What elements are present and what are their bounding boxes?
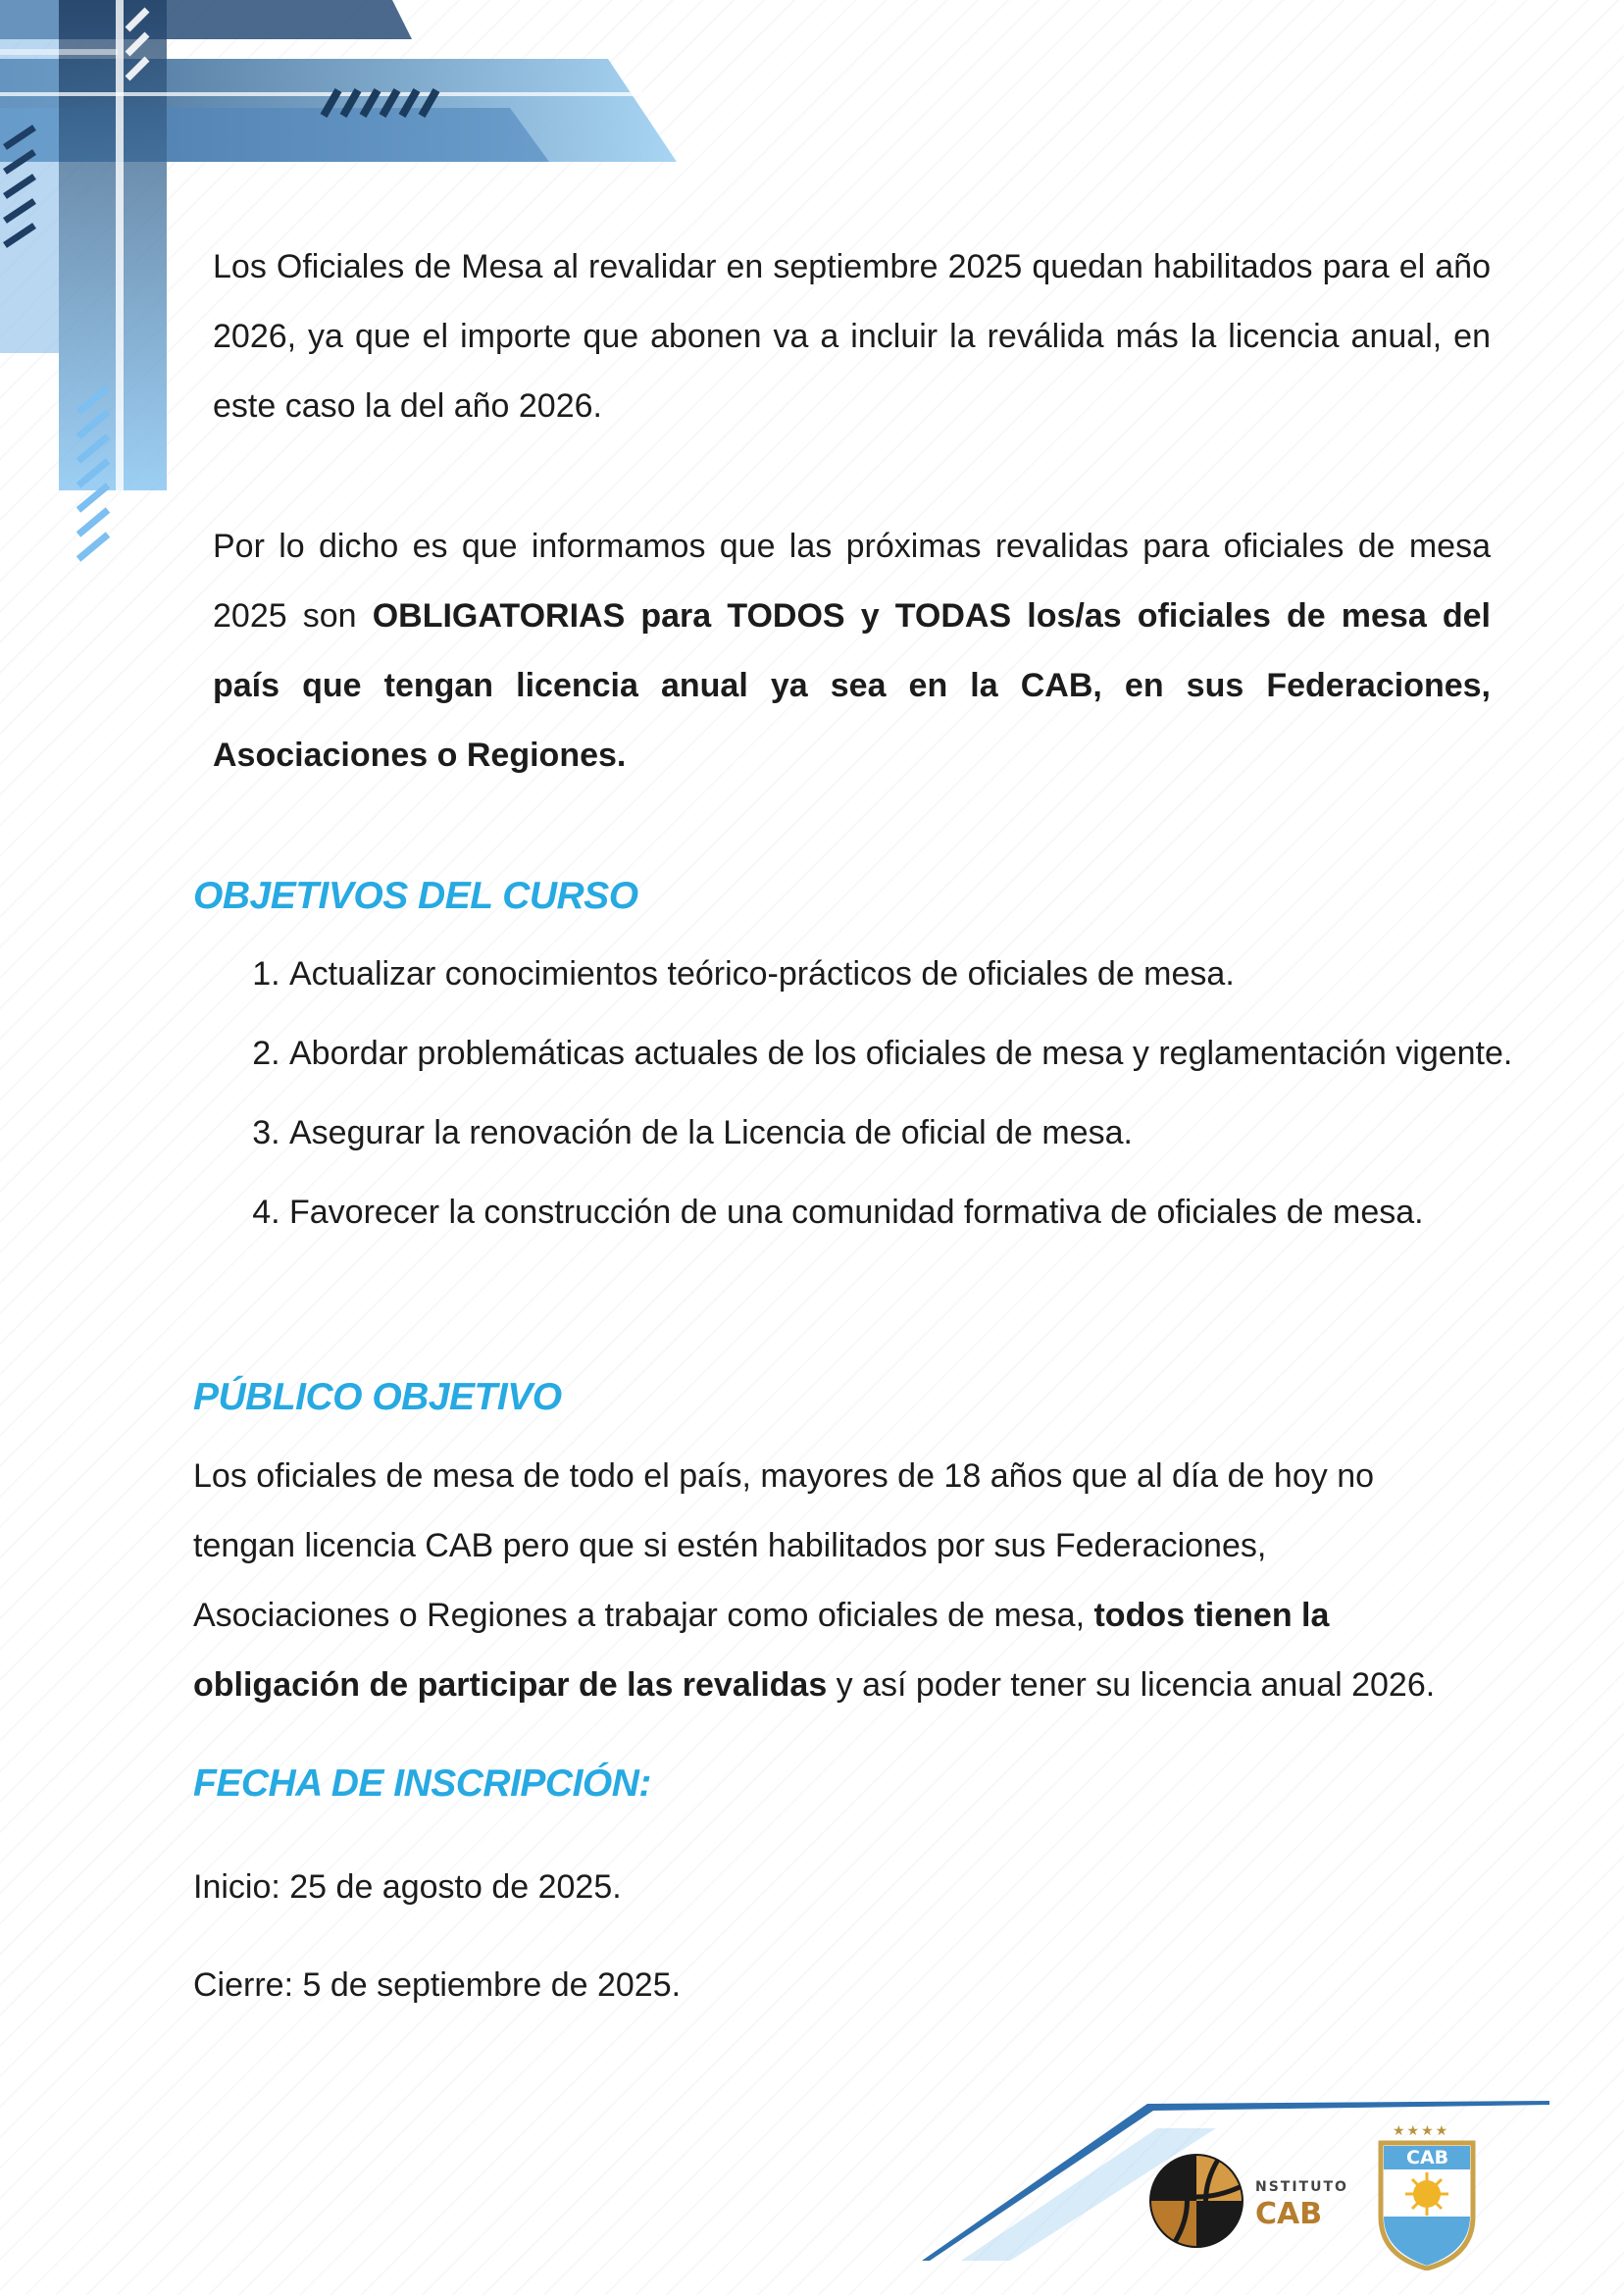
objective-item: 1. Actualizar conocimientos teórico-prácticos de oficiales de mesa.	[289, 951, 1603, 996]
instituto-cab-logo	[1145, 2146, 1348, 2256]
cab-shield-text: CAB	[1406, 2147, 1449, 2168]
objectives-heading: OBJETIVOS DEL CURSO	[193, 875, 638, 917]
audience-paragraph	[193, 1442, 1468, 1720]
objective-item: 4. Favorecer la construcción de una comunidad formativa de oficiales de mesa.	[289, 1190, 1603, 1235]
instituto-logo-text-1: NSTITUTO	[1255, 2179, 1348, 2195]
registration-start: Inicio: 25 de agosto de 2025.	[193, 1868, 622, 1906]
intro-paragraph-2	[213, 512, 1491, 790]
audience-bold: todos tienen la obligación de participar de las revalidas	[193, 1597, 1330, 1704]
objective-item: 2. Abordar problemáticas actuales de los oficiales de mesa y reglamentación vigente.	[289, 1031, 1603, 1076]
shield-icon	[1373, 2123, 1481, 2270]
registration-end: Cierre: 5 de septiembre de 2025.	[193, 1966, 682, 2004]
intro-paragraph-1: Los Oficiales de Mesa al revalidar en septiembre 2025 quedan habilitados para el año 2026, ya que el importe que abonen va a incluir la reválida más la licencia anual, en este caso la del año 2026.	[213, 248, 1491, 425]
objectives-list	[196, 951, 1603, 1269]
audience-tail: y así poder tener su licencia anual 2026.	[827, 1666, 1436, 1704]
cab-stars: ★★★★	[1393, 2123, 1450, 2139]
instituto-logo-text-2: CAB	[1255, 2197, 1323, 2231]
cab-shield-logo	[1373, 2123, 1481, 2270]
intro-paragraph-2-bold: OBLIGATORIAS para TODOS y TODAS los/as oficiales de mesa del país que tengan licencia anual ya sea en la CAB, en sus Federaciones, Asociaciones o Regiones.	[213, 597, 1491, 774]
intro-paragraph-2-lead: Por lo dicho es que informamos que las próximas revalidas para oficiales de mesa 2025 son	[213, 528, 1491, 635]
registration-heading: FECHA DE INSCRIPCIÓN:	[193, 1762, 651, 1805]
audience-lead: Los oficiales de mesa de todo el país, mayores de 18 años que al día de hoy no tengan licencia CAB pero que si estén habilitados por sus Federaciones, Asociaciones o Regiones a trabajar como oficiales de mesa,	[193, 1457, 1375, 1634]
objective-item: 3. Asegurar la renovación de la Licencia de oficial de mesa.	[289, 1110, 1603, 1155]
audience-heading: PÚBLICO OBJETIVO	[193, 1376, 562, 1418]
